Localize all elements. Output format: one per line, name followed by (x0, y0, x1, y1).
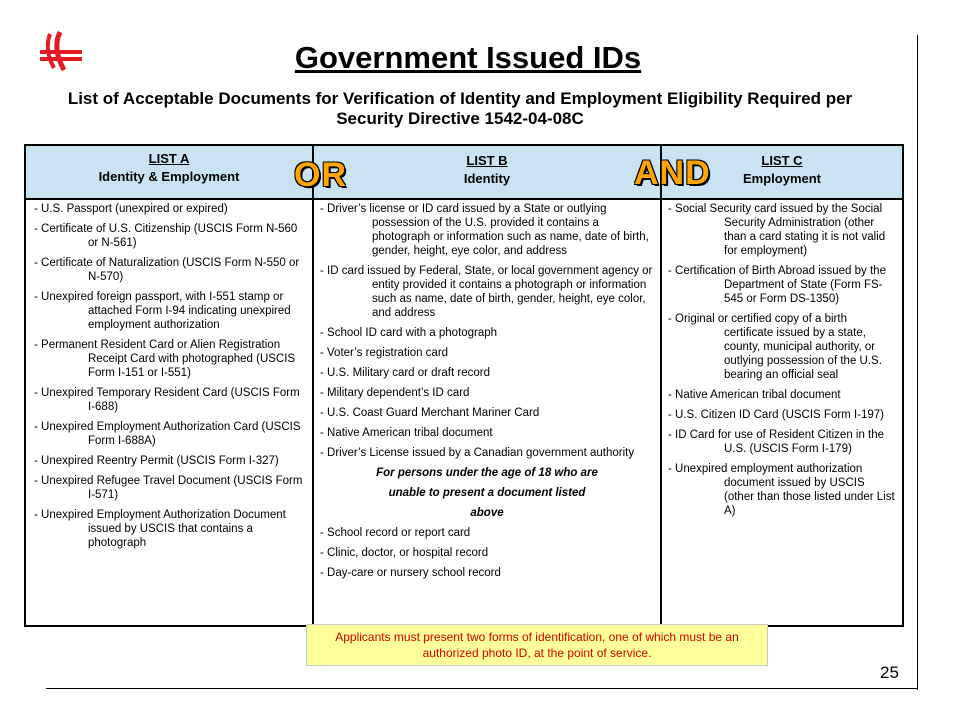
list-item: - Driver’s license or ID card issued by a State or outlying possession of the U.S. provided it contains a photograph or information such as name, date of birth, gender, height, eye color, and address (320, 203, 649, 257)
documents-table (24, 144, 904, 627)
list-item: - Clinic, doctor, or hospital record (320, 547, 489, 559)
list-item: - ID card issued by Federal, State, or local government agency or entity provided it contains a photograph or information such as name, date of birth, gender, height, eye color, and address (320, 265, 653, 319)
list-item: - U.S. Military card or draft record (320, 367, 490, 379)
list-item: - Unexpired Temporary Resident Card (USCIS Form I-688) (34, 387, 300, 413)
list-item: - ID Card for use of Resident Citizen in the U.S. (USCIS Form I-179) (668, 429, 885, 455)
list-a-heading: Identity & Employment (98, 169, 240, 184)
list-item: - Driver’s License issued by a Canadian government authority (320, 447, 635, 459)
list-a-label: LIST A (148, 151, 190, 166)
list-item: - U.S. Coast Guard Merchant Mariner Card (320, 407, 540, 419)
minor-note-line: unable to present a document listed (388, 487, 586, 499)
frame-right-rule (917, 35, 918, 690)
minor-note-line: For persons under the age of 18 who are (376, 467, 598, 479)
list-a-header (26, 146, 312, 198)
list-item: - Military dependent’s ID card (320, 387, 470, 399)
list-c-column (668, 202, 896, 524)
list-item: - Native American tribal document (668, 389, 841, 401)
list-item: - Unexpired employment authorization document issued by USCIS (other than those listed under List A) (668, 463, 895, 517)
notice-box: Applicants must present two forms of identification, one of which must be an authorized photo ID, at the point of service. (306, 624, 768, 666)
frame-bottom-rule (46, 688, 918, 689)
list-item: - Unexpired foreign passport, with I-551 stamp or attached Form I-94 indicating unexpired employment authorization (34, 291, 291, 331)
and-connector: AND (634, 154, 711, 192)
minor-note-line: above (470, 507, 504, 519)
list-item: - U.S. Passport (unexpired or expired) (34, 203, 228, 215)
list-item: - U.S. Citizen ID Card (USCIS Form I-197) (668, 409, 884, 421)
table-header (26, 146, 902, 200)
column-divider (660, 146, 662, 625)
list-item: - School ID card with a photograph (320, 327, 498, 339)
page-number: 25 (880, 663, 899, 682)
list-c-heading: Employment (742, 171, 821, 186)
list-item: - Certification of Birth Abroad issued by the Department of State (Form FS-545 or Form DS-1350) (668, 265, 886, 305)
page-subtitle: List of Acceptable Documents for Verification of Identity and Employment Eligibility Required per Security Directive 1542-04-08C (67, 89, 853, 128)
list-item: - Day-care or nursery school record (320, 567, 501, 579)
or-connector: OR (294, 156, 347, 194)
page-title: Government Issued IDs (294, 40, 642, 75)
list-item: - Unexpired Refugee Travel Document (USCIS Form I-571) (34, 475, 303, 501)
list-item: - Voter’s registration card (320, 347, 449, 359)
list-item: - Original or certified copy of a birth certificate issued by a state, county, municipal authority, or outlying possession of the U.S. bearing an official seal (668, 313, 882, 381)
list-item: - Certificate of U.S. Citizenship (USCIS Form N-560 or N-561) (34, 223, 298, 249)
list-b-header (314, 146, 660, 198)
list-a-column (34, 202, 306, 556)
list-item: - Certificate of Naturalization (USCIS Form N-550 or N-570) (34, 257, 300, 283)
list-item: - Native American tribal document (320, 427, 493, 439)
list-item: - Social Security card issued by the Social Security Administration (other than a card stating it is not valid for employment) (668, 203, 886, 257)
list-item: - School record or report card (320, 527, 471, 539)
list-item: - Unexpired Employment Authorization Card (USCIS Form I-688A) (34, 421, 301, 447)
list-item: - Permanent Resident Card or Alien Registration Receipt Card with photographed (USCIS Form I-151 or I-551) (34, 339, 296, 379)
list-item: - Unexpired Reentry Permit (USCIS Form I-327) (34, 455, 279, 467)
list-b-column (320, 202, 654, 586)
column-divider (312, 146, 314, 625)
list-item: - Unexpired Employment Authorization Document issued by USCIS that contains a photograph (34, 509, 286, 549)
list-c-label: LIST C (761, 153, 803, 168)
list-b-heading: Identity (463, 171, 511, 186)
list-b-label: LIST B (466, 153, 508, 168)
